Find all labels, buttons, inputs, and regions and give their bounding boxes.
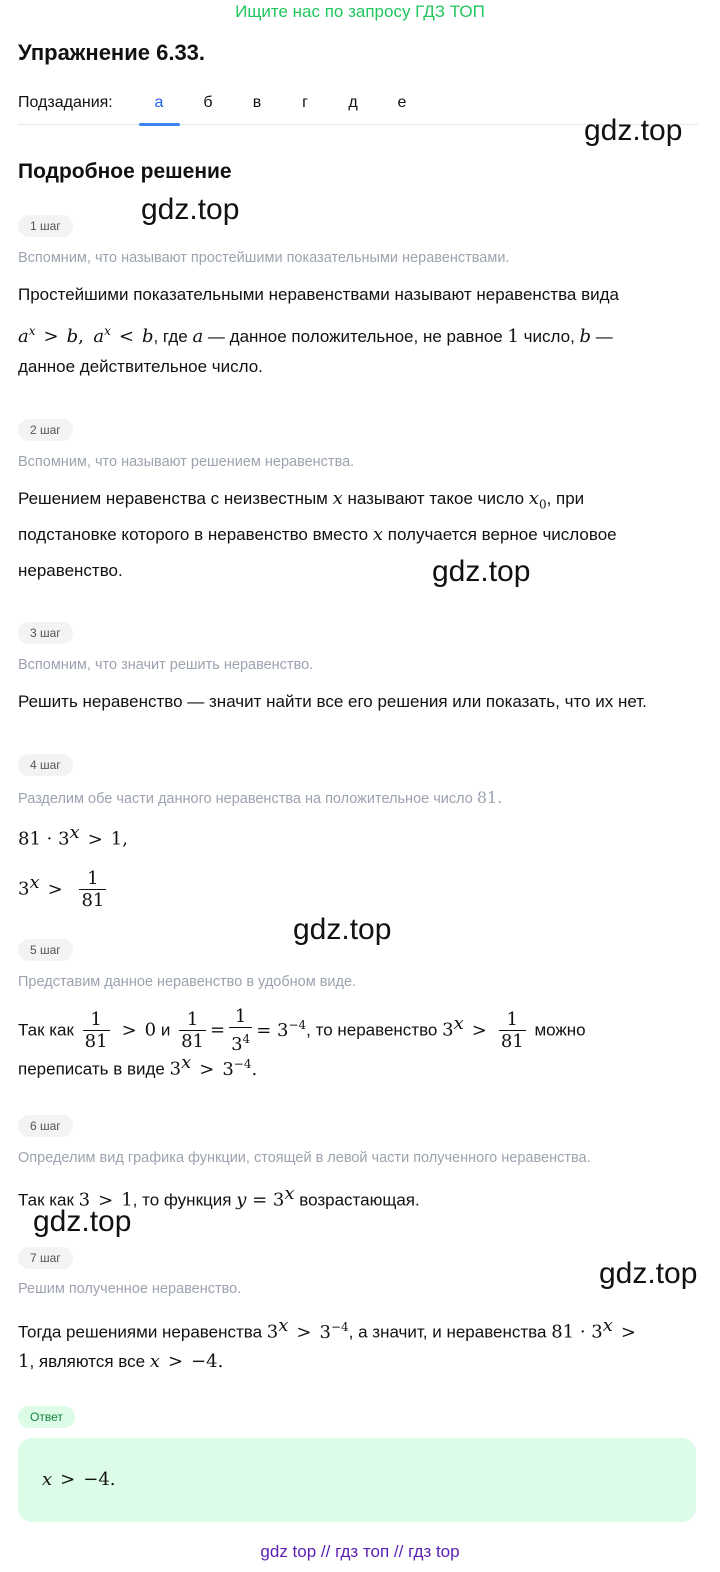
watermark: gdz.top (293, 913, 392, 946)
step-2-line-3: неравенство. (18, 561, 123, 580)
subtask-tab-b[interactable]: б (203, 94, 213, 111)
footer-links[interactable]: gdz top // гдз топ // гдз top (260, 1542, 460, 1561)
subtask-tab-d[interactable]: д (348, 94, 358, 111)
step-2-badge: 2 шаг (18, 419, 73, 441)
watermark: gdz.top (599, 1257, 698, 1290)
step-7-hint: Решим полученное неравенство. (18, 1281, 242, 1297)
step-5-badge: 5 шаг (18, 939, 73, 961)
step-4-hint: Разделим обе части данного неравенства на положительное число 81. (18, 788, 503, 807)
subtask-tab-g[interactable]: г (302, 94, 308, 111)
step-5-line-1: Так как $\frac{1}{81}$ > 0 и $\frac{1}{81}$ = $\frac{1}{3^4}$ = $3^{-4}$, то неравенство $3^x$ > $\frac{1}{81}$ можно (18, 1006, 586, 1056)
watermark: gdz.top (432, 555, 531, 588)
step-3-badge: 3 шаг (18, 622, 73, 644)
active-tab-indicator (139, 123, 180, 126)
subtasks-label: Подзадания: (18, 94, 113, 111)
step-1-line-3: данное действительное число. (18, 357, 263, 376)
subtask-tab-e[interactable]: е (397, 94, 407, 111)
step-4-badge: 4 шаг (18, 754, 73, 776)
answer-box (18, 1438, 696, 1522)
step-1-badge: 1 шаг (18, 215, 73, 237)
step-2-line-2: подстановке которого в неравенство вместо x получается верное числовое (18, 524, 617, 545)
step-4-eq-2: $3^x$ > $\frac{1}{81}$ (18, 868, 105, 912)
step-5-line-2: переписать в виде $3^x > 3^{-4}$. (18, 1052, 258, 1080)
step-1-line-2: $a^x > b$, $a^x < b$, где a — данное положительное, не равное 1 число, b — (18, 324, 613, 347)
step-4-eq-1: $81 \cdot 3^x > 1$, (18, 822, 128, 850)
watermark: gdz.top (33, 1205, 132, 1238)
step-6-badge: 6 шаг (18, 1115, 73, 1137)
step-6-line-1: Так как 3 > 1, то функция $y = 3^x$ возрастающая. (18, 1183, 420, 1211)
step-5-hint: Представим данное неравенство в удобном виде. (18, 974, 357, 990)
step-2-line-1: Решением неравенства с неизвестным x называют такое число $x_0$, при (18, 488, 585, 512)
step-1-hint: Вспомним, что называют простейшими показательными неравенствами. (18, 250, 510, 266)
answer-value: x > −4. (42, 1469, 116, 1490)
promo-banner: Ищите нас по запросу ГДЗ ТОП (235, 2, 485, 21)
subtask-tab-a[interactable]: а (154, 94, 164, 111)
step-1-line-1: Простейшими показательными неравенствами называют неравенства вида (18, 285, 620, 304)
step-3-line-1: Решить неравенство — значит найти все его решения или показать, что их нет. (18, 692, 647, 711)
step-6-hint: Определим вид графика функции, стоящей в левой части полученного неравенства. (18, 1150, 591, 1166)
section-title: Подробное решение (18, 160, 232, 183)
watermark: gdz.top (141, 193, 240, 226)
step-7-line-1: Тогда решениями неравенства $3^x > 3^{-4}$, а значит, и неравенства $81 \cdot 3^x$ > (18, 1315, 636, 1343)
step-3-hint: Вспомним, что значит решить неравенство. (18, 657, 314, 673)
step-7-badge: 7 шаг (18, 1247, 73, 1269)
step-7-line-2: 1, являются все x > −4. (18, 1351, 224, 1372)
exercise-title: Упражнение 6.33. (18, 40, 206, 65)
watermark: gdz.top (584, 114, 683, 147)
answer-badge: Ответ (18, 1406, 75, 1428)
step-2-hint: Вспомним, что называют решением неравенства. (18, 454, 355, 470)
subtask-tab-v[interactable]: в (252, 94, 262, 111)
